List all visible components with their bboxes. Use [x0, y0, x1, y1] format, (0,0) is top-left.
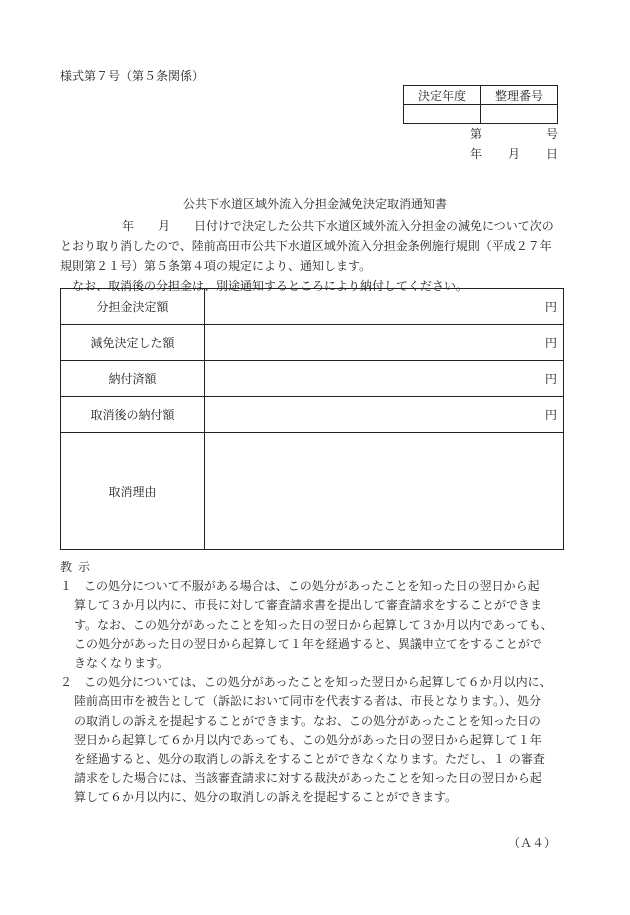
row-label: 取消後の納付額 [61, 397, 205, 433]
body-line: 年 月 日付けで決定した公共下水道区域外流入分担金の減免について次の [122, 219, 554, 233]
amount-cell[interactable] [205, 361, 564, 397]
document-number-suffix: 号 [545, 127, 558, 141]
date-day: 日 [545, 147, 558, 161]
amount-cell[interactable] [205, 289, 564, 325]
yen-unit: 円 [544, 336, 557, 350]
notice-line: 陸前高田市を被告として（訴訟において同市を代表する者は、市長となります。）、処分 [74, 694, 542, 709]
paper-size-label: （Ａ４） [508, 836, 557, 850]
notice-line: す。なお、この処分があったことを知った日の翌日から起算して３か月以内であっても、 [74, 617, 553, 632]
notice-line: 請求をした場合には、当該審査請求に対する裁決があったことを知った日の翌日から起 [74, 771, 542, 786]
issue-date-line [470, 145, 558, 162]
document-number-prefix: 第 [470, 127, 483, 141]
reason-cell[interactable] [205, 433, 564, 550]
row-label: 分担金決定額 [61, 289, 205, 325]
amount-cell[interactable] [205, 325, 564, 361]
table-row [61, 289, 564, 325]
notice-line: を経過すると、処分の取消しの訴えをすることができなくなります。ただし、１ の審査 [74, 752, 545, 767]
date-month: 月 [507, 147, 520, 161]
fiscal-year-header: 決定年度 [404, 86, 481, 105]
row-label: 納付済額 [61, 361, 205, 397]
form-number: 様式第７号（第５条関係） [60, 69, 205, 83]
table-row [61, 397, 564, 433]
notice-line: 算して３か月以内に、市長に対して審査請求書を提出して審査請求をすることができま [74, 598, 543, 613]
reference-number-cell[interactable] [481, 105, 558, 124]
yen-unit: 円 [544, 372, 557, 386]
notice-line: ２ この処分については、この処分があったことを知った翌日から起算して６か月以内に、 [60, 675, 552, 690]
reason-label: 取消理由 [61, 433, 205, 550]
amount-cell[interactable] [205, 397, 564, 433]
amount-table [60, 288, 564, 550]
notice-line: の取消しの訴えを提起することができます。なお、この処分があったことを知った日の [74, 713, 541, 728]
appeal-notice [60, 558, 560, 808]
notice-line: 算して６か月以内に、処分の取消しの訴えを提起することができます。 [74, 790, 458, 805]
body-paragraph [60, 216, 560, 296]
table-row [61, 325, 564, 361]
document-title: 公共下水道区域外流入分担金減免決定取消通知書 [182, 197, 447, 211]
body-line: なお、取消後の分担金は、別途通知するところにより納付してください。 [72, 279, 469, 293]
date-year: 年 [470, 147, 483, 161]
row-label: 減免決定した額 [61, 325, 205, 361]
body-line: 規則第２１号）第５条第４項の規定により、通知します。 [60, 259, 372, 273]
notice-heading: 教示 [60, 560, 97, 574]
document-number-line [470, 125, 558, 142]
notice-line: きなくなります。 [74, 656, 170, 671]
notice-line: この処分があった日の翌日から起算して１年を経過すると、異議申立てをすることがで [74, 636, 542, 651]
reference-number-header: 整理番号 [481, 86, 558, 105]
fiscal-year-cell[interactable] [404, 105, 481, 124]
body-line: とおり取り消したので、陸前高田市公共下水道区域外流入分担金条例施行規則（平成２７年 [60, 239, 552, 253]
notice-line: 翌日から起算して６か月以内であっても、この処分があった日の翌日から起算して１年 [74, 732, 542, 747]
table-row [61, 433, 564, 550]
table-row [61, 361, 564, 397]
yen-unit: 円 [544, 300, 557, 314]
yen-unit: 円 [544, 408, 557, 422]
notice-line: １ この処分について不服がある場合は、この処分があったことを知った日の翌日から起 [60, 579, 540, 594]
fiscal-year-reference-box [403, 85, 558, 124]
